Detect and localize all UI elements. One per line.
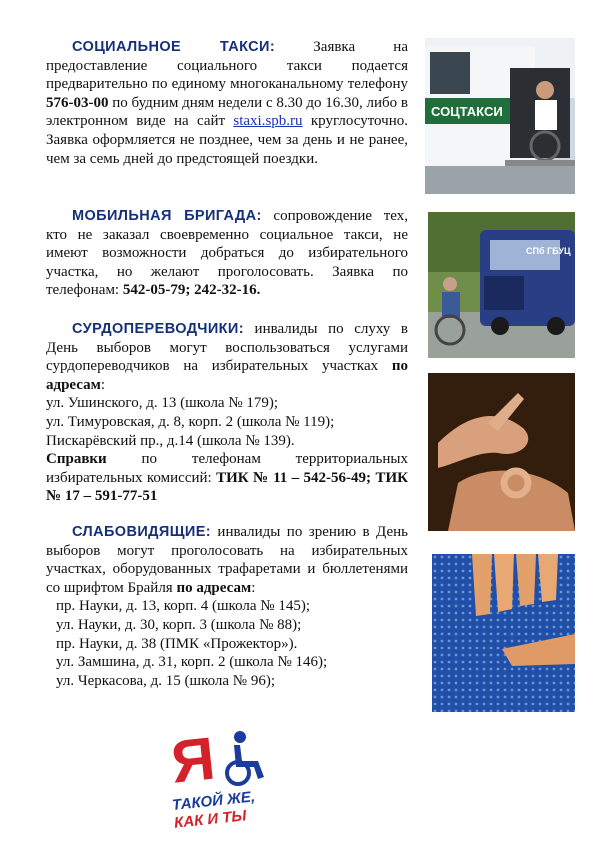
sign-intro (46, 320, 408, 394)
sign-section (46, 320, 408, 506)
blind-address-item: пр. Науки, д. 13, корп. 4 (школа № 145); (56, 598, 310, 615)
taxi-site-link[interactable]: staxi.spb.ru (233, 113, 303, 130)
blind-text: инвалиды по зрению в День выборов могут проголосовать на избирательных участках, оборудованных трафаретами и бюллетенями со шрифтом Брайля (46, 524, 408, 596)
blind-address-item: пр. Науки, д. 38 (ПМК «Прожектор»). (56, 635, 298, 652)
taxi-heading: СОЦИАЛЬНОЕ ТАКСИ: (72, 39, 276, 55)
sign-address-item: ул. Тимуровская, д. 8, корп. 2 (школа № 119); (46, 413, 335, 430)
sign-language-photo (428, 373, 575, 531)
sign-text: инвалиды по слуху в День выборов могут воспользоваться услугами сурдопереводчиков на избирательных участках (46, 321, 408, 375)
brigade-bus-photo (428, 212, 575, 358)
brigade-heading: МОБИЛЬНАЯ БРИГАДА: (72, 208, 262, 224)
logo-letter: Я (170, 725, 219, 796)
blind-address-item: ул. Черкасова, д. 15 (школа № 96); (56, 672, 276, 689)
blind-intro (46, 523, 408, 597)
blind-by-address: по адресам (176, 579, 252, 596)
brigade-section (46, 207, 408, 300)
campaign-logo (170, 725, 276, 829)
van-label-text: СОЦТАКСИ (431, 104, 503, 119)
blind-colon: : (251, 579, 256, 596)
blind-section (46, 523, 408, 690)
braille-photo (432, 554, 575, 712)
taxi-text-3: круглосуточно. Заявка оформляется не позднее, чем за день и не ранее, чем за семь дней до предстоящей поездки. (46, 113, 408, 167)
sign-info-text: по телефонам территориальных избирательных комиссий: (46, 451, 408, 486)
taxi-van-photo (425, 38, 575, 194)
sign-info-label: Справки (46, 451, 107, 468)
sign-colon: : (100, 376, 106, 393)
sign-heading: СУРДОПЕРЕВОДЧИКИ: (72, 321, 244, 337)
logo-line-1: ТАКОЙ ЖЕ, (171, 788, 256, 814)
sign-tik-11: ТИК № 11 – 542-56-49; (216, 469, 372, 486)
bus-label-text: СПб ГБУЦ (526, 246, 571, 256)
blind-address-item: ул. Науки, д. 30, корп. 3 (школа № 88); (56, 616, 302, 633)
taxi-text-2: по будним дням недели с 8.30 до 16.30, либо в электронном виде на сайт (46, 94, 408, 130)
blind-heading: СЛАБОВИДЯЩИЕ: (72, 524, 211, 540)
sign-by-address: по адресам (46, 358, 408, 393)
brigade-phones: 542-05-79; 242-32-16. (122, 282, 261, 299)
brigade-text: сопровождение тех, кто не заказал своевременно социальное такси, не имеют возможности добраться до избирательного участка, но желают проголосовать. Заявка по телефонам: (46, 208, 408, 299)
sign-address-item: Пискарёвский пр., д.14 (школа № 139). (46, 432, 295, 449)
sign-address-item: ул. Ушинского, д. 13 (школа № 179); (46, 395, 279, 412)
taxi-section (46, 38, 408, 168)
logo-line-2: КАК И ТЫ (173, 807, 248, 829)
taxi-text-1: Заявка на предоставление социального такси подается предварительно по единому многоканальному телефону (46, 39, 408, 93)
wheelchair-icon (227, 731, 264, 784)
blind-address-item: ул. Замшина, д. 31, корп. 2 (школа № 146); (56, 654, 328, 671)
sign-info (46, 450, 408, 506)
taxi-phone: 576-03-00 (46, 94, 109, 111)
sign-tik-17: ТИК № 17 – 591-77-51 (46, 469, 409, 505)
